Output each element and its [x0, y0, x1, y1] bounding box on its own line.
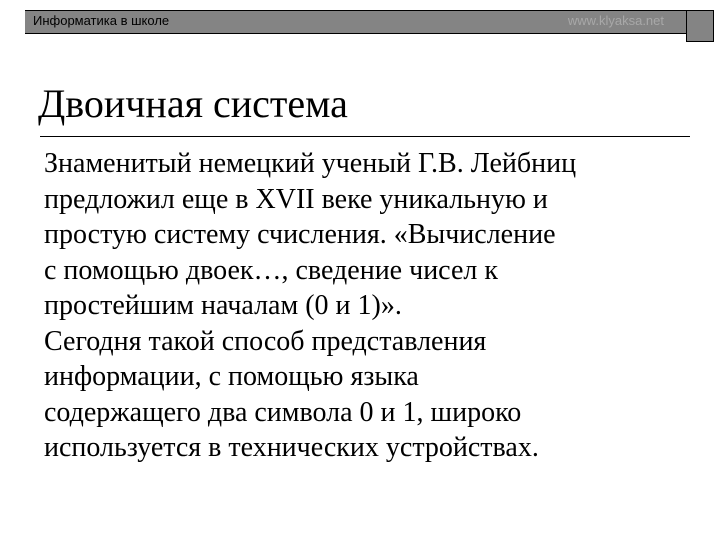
paragraph-line: Сегодня такой способ представления [44, 325, 487, 357]
paragraph-line: простую систему счисления. «Вычисление [44, 219, 556, 250]
paragraph-line: информации, с помощью языка [44, 361, 419, 392]
paragraph-line: предложил еще в XVII веке уникальную и [44, 183, 548, 215]
paragraph-today [44, 324, 684, 466]
title-divider [40, 136, 690, 137]
slide-body [44, 146, 684, 466]
header-url: www.klyaksa.net [567, 13, 664, 28]
header-bar [25, 10, 686, 34]
paragraph-line: с помощью двоек…, сведение чисел к [44, 254, 498, 286]
slide-title: Двоичная система [38, 81, 348, 126]
paragraph-line: простейшим началам (0 и 1)». [44, 290, 402, 321]
paragraph-leibniz [44, 146, 684, 324]
paragraph-line: содержащего два символа 0 и 1, широко [44, 396, 522, 428]
header-site-label: Информатика в школе [33, 13, 170, 28]
paragraph-line: используется в технических устройствах. [44, 432, 539, 463]
paragraph-line: Знаменитый немецкий ученый Г.В. Лейбниц [44, 148, 577, 179]
header-decor-square [686, 10, 714, 42]
